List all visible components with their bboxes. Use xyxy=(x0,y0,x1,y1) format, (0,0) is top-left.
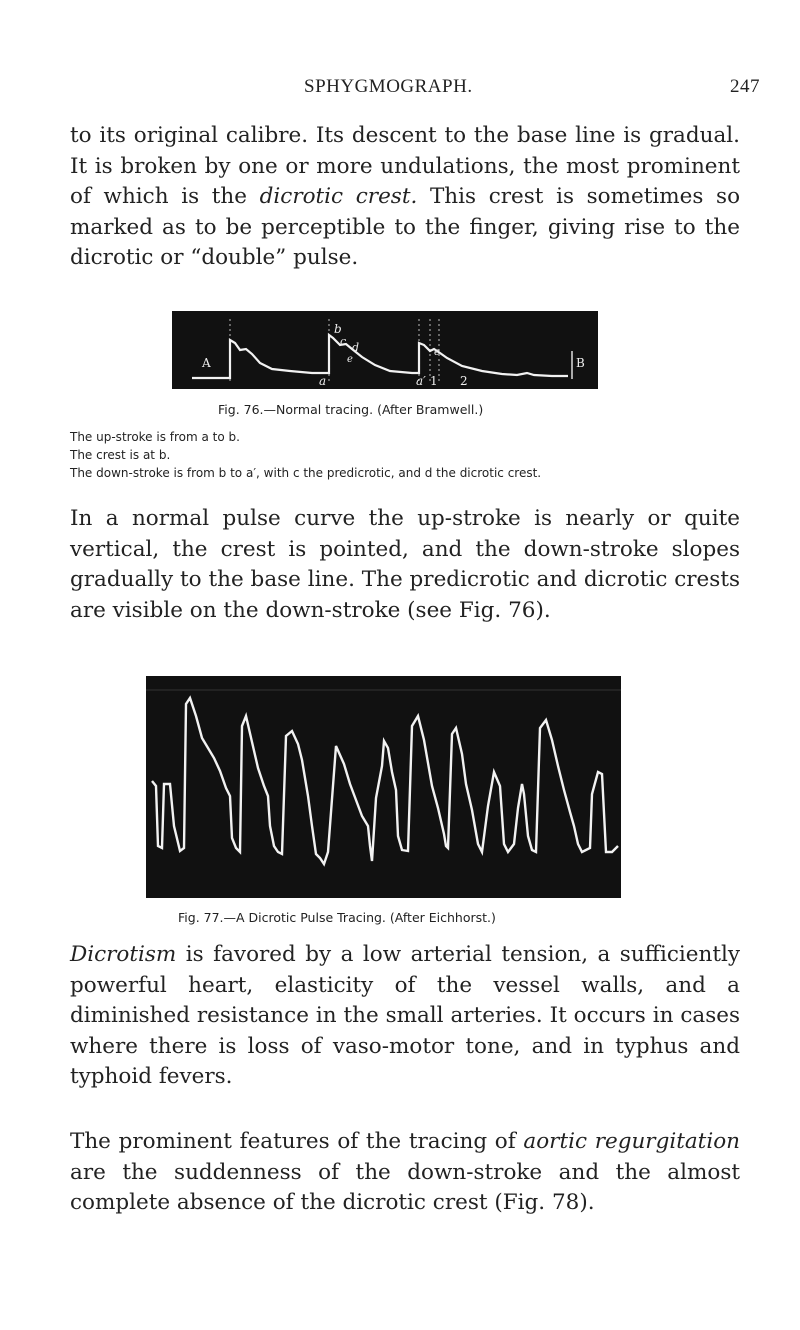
paragraph-4 xyxy=(70,1127,740,1219)
paragraph-4-emphasis: aortic regurgitation xyxy=(523,1129,740,1154)
paragraph-1-text-b: This crest is sometimes so marked as to be perceptible to the finger, giving rise to the dicrotic or “double” pulse. xyxy=(70,184,741,270)
figure-76-tracing xyxy=(172,311,598,389)
figure-76-notes xyxy=(70,428,750,482)
figure-77-tracing xyxy=(146,676,621,898)
label-2: 2 xyxy=(460,374,468,388)
label-1: 1 xyxy=(430,374,438,388)
figure-76-note: The up-stroke is from a to b. xyxy=(70,430,240,444)
label-B: B xyxy=(576,356,585,370)
paragraph-3 xyxy=(70,940,740,1093)
paragraph-3-text: is favored by a low arterial tension, a sufficiently powerful heart, elasticity of the vessel walls, and a diminished resistance in the small arteries. It occurs in cases where there is loss of vaso-motor tone, and in typhus and typhoid fevers. xyxy=(70,942,740,1089)
label-b: b xyxy=(334,322,342,336)
running-header xyxy=(0,76,800,106)
label-a-prime: a′ xyxy=(416,374,426,388)
paragraph-1-text-a: to its original calibre. Its descent to the base line is gradual. It is broken by one or more undulations, the most prominent of which is the xyxy=(70,123,740,209)
label-c: c xyxy=(340,335,347,348)
running-title: SPHYGMOGRAPH. xyxy=(304,76,473,97)
paragraph-4-text-a: The prominent features of the tracing of xyxy=(70,1129,524,1154)
label-e-second: e xyxy=(434,347,440,358)
paragraph-1-emphasis: dicrotic crest. xyxy=(259,184,418,209)
label-e: e xyxy=(347,354,353,365)
label-a: a xyxy=(319,374,327,388)
figure-76-caption: Fig. 76.—Normal tracing. (After Bramwell.) xyxy=(218,402,484,417)
paragraph-3-emphasis: Dicrotism xyxy=(70,942,177,967)
figure-76-note: The crest is at b. xyxy=(70,448,171,462)
paragraph-1 xyxy=(70,121,740,274)
label-A: A xyxy=(202,356,211,370)
figure-76-note: The down-stroke is from b to a′, with c the predicrotic, and d the dicrotic crest. xyxy=(70,466,542,480)
label-d: d xyxy=(352,341,360,354)
figure-77-caption: Fig. 77.—A Dicrotic Pulse Tracing. (After Eichhorst.) xyxy=(178,910,496,925)
page-number: 247 xyxy=(730,76,760,97)
paragraph-4-text-b: are the suddenness of the down-stroke and the almost complete absence of the dicrotic crest (Fig. 78). xyxy=(70,1159,740,1215)
paragraph-2: In a normal pulse curve the up-stroke is nearly or quite vertical, the crest is pointed, and the down-stroke slopes gradually to the base line. The predicrotic and dicrotic crests are visible on the down-stroke (see Fig. 76). xyxy=(70,506,740,623)
